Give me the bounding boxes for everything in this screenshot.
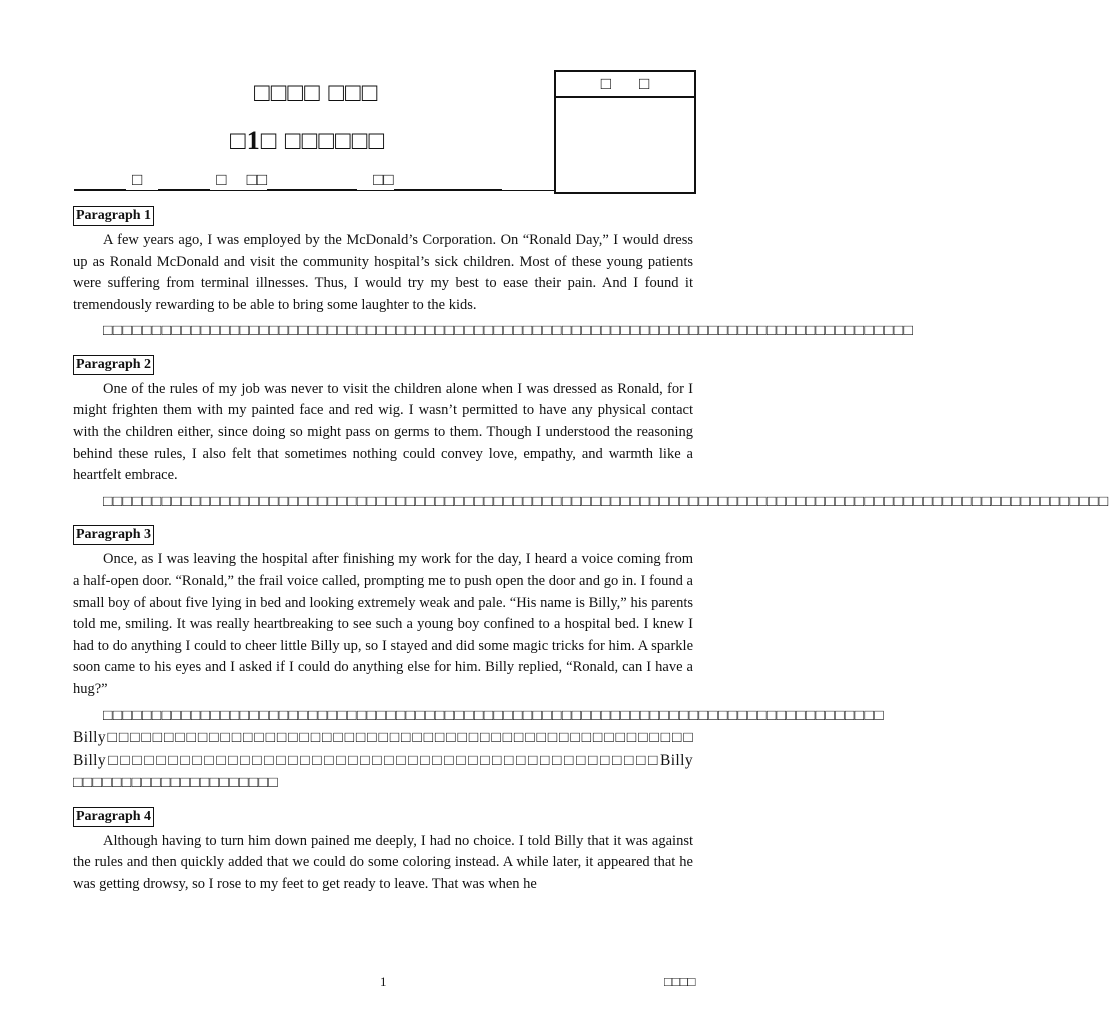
paragraph-label: Paragraph 4 [73, 807, 154, 827]
seat-number-label: □□ [246, 170, 268, 189]
name-label: □□ [373, 170, 394, 189]
paragraph-english: One of the rules of my job was never to visit the children alone when I was dressed as Ronald, for I might frighten them with my painted face and red wig. I wasn’t permitted to have any physical contact with the children either, since doing so might pass on germs to them. Though I understood the reasoning behind these rules, I also felt that sometimes nothing could convey love, empathy, and warmth like a heartfelt embrace. [73, 380, 693, 484]
score-box [554, 70, 696, 194]
score-label-right: □ [639, 74, 650, 93]
student-info-row [74, 166, 554, 190]
paragraph-chinese: □□□□□□□□□□□□□□□□□□□□□□□□□□□□□□□□□□□□□□□□□□□□□□□□□□□□□□□□□□□□□□□□□□□□□□□□□□□□□□□□ Billy□□□□□□□□□□□□□□□□□□□□□□□□□□□□□□□□□□□□□□□□□□□□□□□□□□□□ Billy□□□□□□□□□□□□□□□□□□□□□□□□□□□□□□□□□□□□□□□□□□□□□□Billy □□□□□□□□□□□□□□□□□□□□□ [73, 706, 884, 791]
grade-label: □ [132, 170, 143, 189]
paragraph-label: Paragraph 3 [73, 525, 154, 545]
paragraph-block-4 [73, 807, 693, 896]
subtitle-prefix: □ [230, 126, 247, 155]
grade-blank[interactable] [74, 171, 126, 190]
footer-publisher: □□□□ [664, 974, 696, 989]
paragraph-chinese: □□□□□□□□□□□□□□□□□□□□□□□□□□□□□□□□□□□□□□□□□□□□□□□□□□□□□□□□□□□□□□□□□□□□□□□□□□□□□□□□□□□ [103, 322, 914, 340]
class-blank[interactable] [158, 171, 210, 190]
page-number: 1 [380, 974, 387, 989]
score-label-left: □ [600, 74, 611, 93]
paragraph-block-1 [73, 206, 914, 343]
class-label: □ [216, 170, 227, 189]
paragraph-chinese: □□□□□□□□□□□□□□□□□□□□□□□□□□□□□□□□□□□□□□□□□□□□□□□□□□□□□□□□□□□□□□□□□□□□□□□□□□□□□□□□□□□□□□□□□□□□□□□□□□□□□□□ [103, 492, 1109, 510]
paragraph-label: Paragraph 2 [73, 355, 154, 375]
paragraph-english: Once, as I was leaving the hospital after finishing my work for the day, I heard a voice coming from a half-open door. “Ronald,” the frail voice called, prompting me to push open the door and go in. I found a small boy of about five lying in bed and looking extremely weak and pale. “His name is Billy,” his parents told me, smiling. It was really heartbreaking to see such a young boy confined to a hospital bed. I knew I had to do anything I could to cheer little Billy up, so I stayed and did some magic tricks for him. A sparkle soon came to his eyes and I asked if I could do anything else for him. Billy replied, “Ronald, can I have a hug?” [73, 551, 693, 697]
name-blank[interactable] [394, 171, 502, 190]
paragraph-block-3 [73, 525, 884, 794]
document-subtitle [230, 126, 385, 156]
paragraph-label: Paragraph 1 [73, 206, 154, 226]
paragraph-block-2 [73, 355, 1109, 513]
seat-number-blank[interactable] [267, 171, 357, 190]
header-rule [74, 190, 555, 191]
document-title: □□□□ □□□ [254, 78, 379, 107]
paragraph-english: Although having to turn him down pained me deeply, I had no choice. I told Billy that it was against the rules and then quickly added that we could do some coloring instead. A while later, it appeared that he was getting drowsy, so I rose to my feet to get ready to leave. That was when he [73, 832, 693, 892]
score-box-header [556, 72, 694, 98]
unit-number: 1 [246, 126, 261, 155]
subtitle-suffix: □ □□□□□□ [260, 126, 386, 155]
paragraph-english: A few years ago, I was employed by the McDonald’s Corporation. On “Ronald Day,” I would dress up as Ronald McDonald and visit the community hospital’s sick children. Most of these young patients were suffering from terminal illnesses. Thus, I would try my best to ease their pain. And I found it tremendously rewarding to be able to bring some laughter to the kids. [73, 232, 693, 313]
article-body [73, 206, 1109, 907]
